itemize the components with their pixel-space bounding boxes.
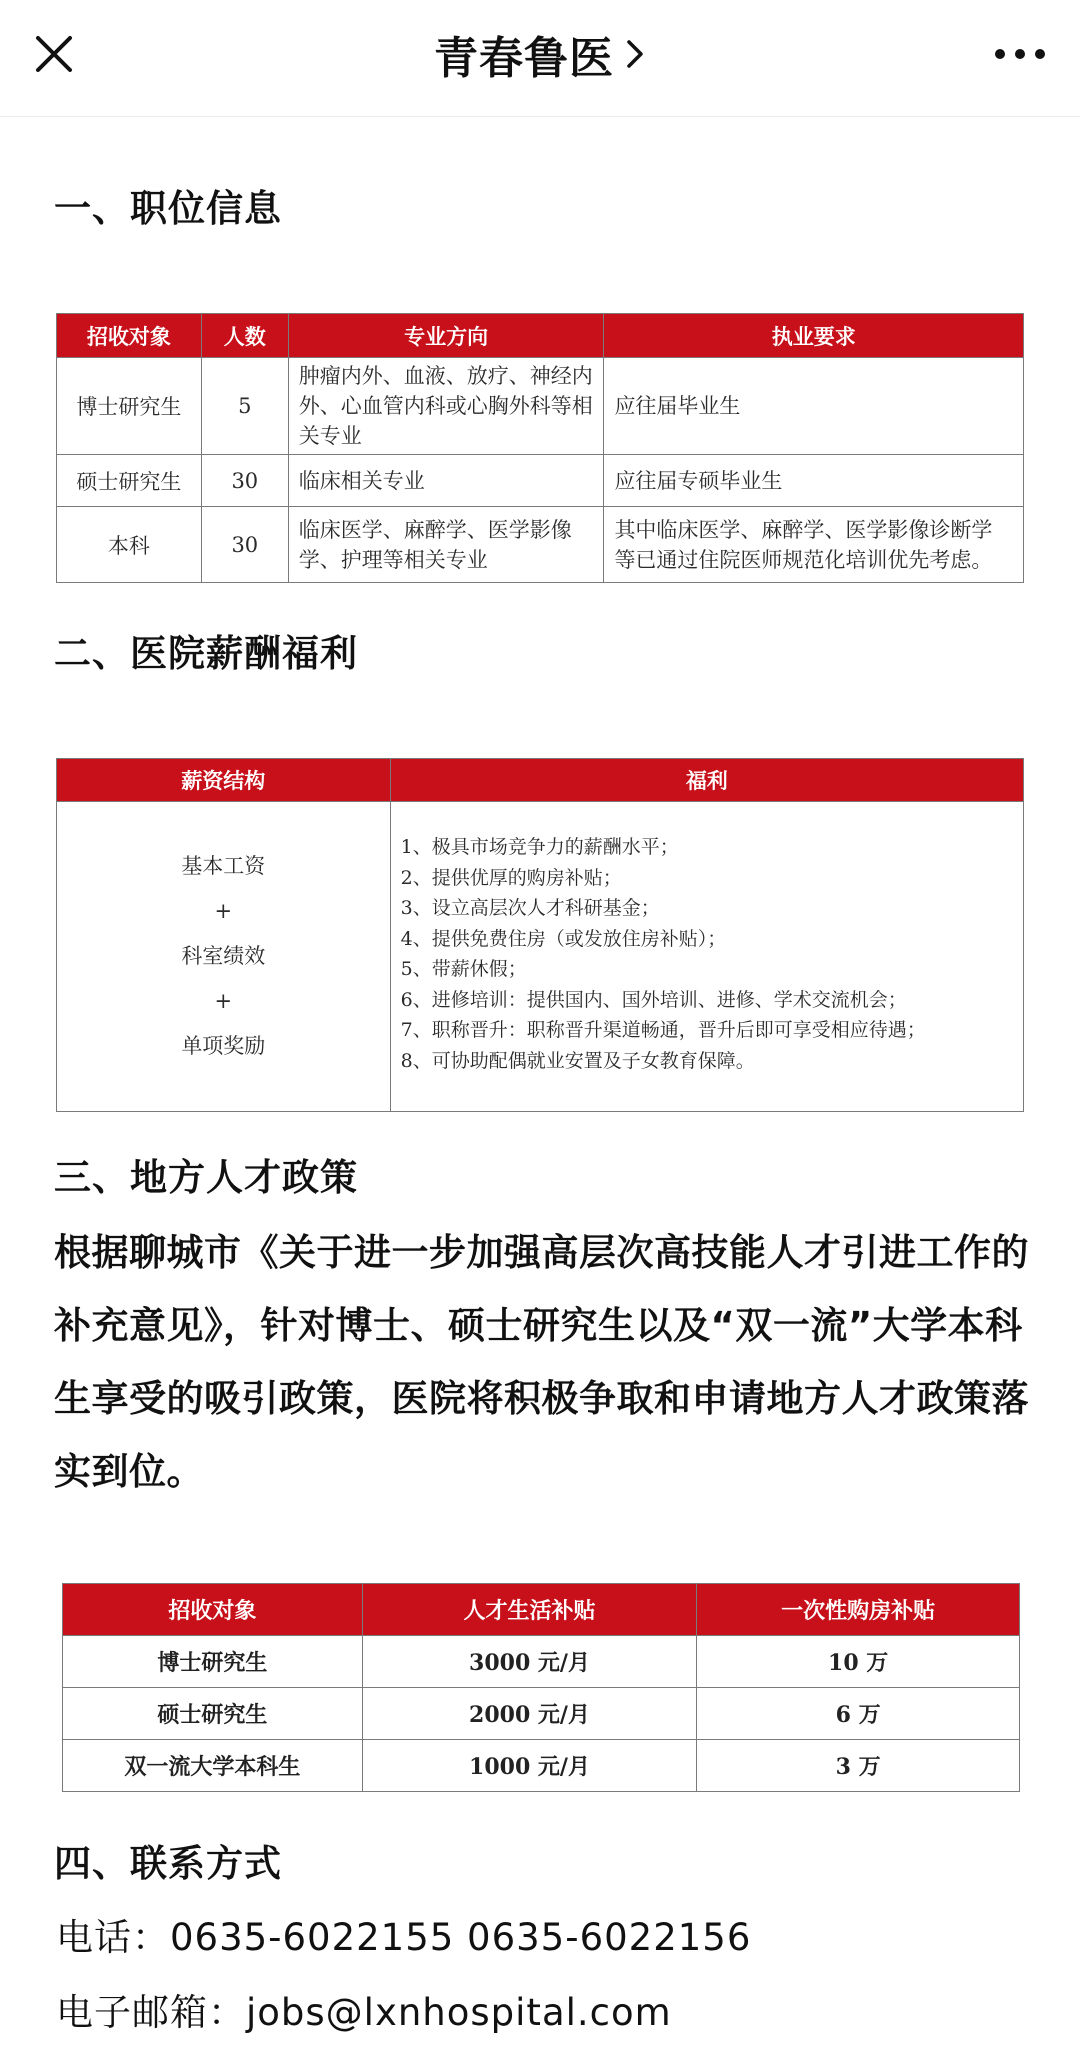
account-title-button[interactable] — [434, 22, 646, 86]
table-header-row — [57, 759, 1024, 802]
more-button[interactable] — [990, 36, 1050, 72]
table-cell: 硕士研究生 — [63, 1688, 363, 1740]
benefit-item: 3、设立高层次人才科研基金； — [400, 897, 660, 919]
top-bar — [0, 0, 1080, 117]
table-cell: 3 万 — [697, 1740, 1020, 1792]
table-header: 人才生活补贴 — [362, 1584, 697, 1636]
table-header: 人数 — [201, 314, 288, 358]
table-header: 招收对象 — [63, 1584, 363, 1636]
table-cell: 硕士研究生 — [57, 455, 202, 507]
salary-structure-item: 单项奖励 — [181, 1034, 266, 1058]
email-line: 电子邮箱：jobs@lxnhospital.com — [56, 1991, 672, 2034]
benefit-item: 4、提供免费住房（或发放住房补贴）； — [400, 927, 727, 950]
salary-structure-item: 基本工资 — [181, 854, 266, 878]
table-cell: 临床相关专业 — [288, 455, 604, 507]
table-row — [63, 1740, 1020, 1792]
benefit-item: 8、可协助配偶就业安置及子女教育保障。 — [400, 1049, 755, 1072]
table-header: 福利 — [390, 759, 1023, 802]
table-cell: 肿瘤内外、血液、放疗、神经内外、心血管内科或心胸外科等相关专业 — [288, 358, 604, 455]
table-header-row — [57, 314, 1024, 358]
contact-heading: 四、联系方式 — [54, 1842, 282, 1885]
table-cell: 30 — [201, 455, 288, 507]
table-row — [63, 1688, 1020, 1740]
table-cell: 1000 元/月 — [362, 1740, 697, 1792]
table-cell: 博士研究生 — [57, 358, 202, 455]
positions-table — [56, 313, 1024, 583]
table-cell: 6 万 — [697, 1688, 1020, 1740]
table-cell: 其中临床医学、麻醉学、医学影像诊断学等已通过住院医师规范化培训优先考虑。 — [604, 507, 1024, 583]
table-cell: 应往届专硕毕业生 — [604, 455, 1024, 507]
account-name: 青春鲁医 — [434, 33, 614, 84]
benefit-item: 7、职称晋升：职称晋升渠道畅通，晋升后即可享受相应待遇； — [400, 1019, 926, 1041]
salary-structure-item: + — [214, 989, 233, 1013]
table-row — [63, 1636, 1020, 1688]
table-cell: 本科 — [57, 507, 202, 583]
table-cell: 2000 元/月 — [362, 1688, 697, 1740]
table-header: 执业要求 — [604, 314, 1024, 358]
table-cell: 3000 元/月 — [362, 1636, 697, 1688]
table-row — [57, 507, 1024, 583]
chevron-right-icon — [624, 37, 646, 71]
benefit-item: 1、极具市场竞争力的薪酬水平； — [400, 836, 679, 858]
table-header: 薪资结构 — [57, 759, 391, 802]
table-row — [57, 358, 1024, 455]
table-header: 招收对象 — [57, 314, 202, 358]
benefit-item: 2、提供优厚的购房补贴； — [400, 866, 622, 889]
benefit-item: 5、带薪休假； — [400, 958, 527, 980]
salary-structure-cell — [57, 802, 391, 1112]
table-row — [57, 455, 1024, 507]
table-cell: 博士研究生 — [63, 1636, 363, 1688]
title-area — [0, 22, 1080, 86]
table-header: 一次性购房补贴 — [697, 1584, 1020, 1636]
salary-structure-item: + — [214, 899, 233, 923]
policy-heading: 三、地方人才政策 — [54, 1156, 358, 1199]
table-cell: 双一流大学本科生 — [63, 1740, 363, 1792]
table-cell: 临床医学、麻醉学、医学影像学、护理等相关专业 — [288, 507, 604, 583]
table-header-row — [63, 1584, 1020, 1636]
table-cell: 应往届毕业生 — [604, 358, 1024, 455]
talent-subsidy-table — [62, 1583, 1020, 1792]
table-cell: 5 — [201, 358, 288, 455]
salary-table — [56, 758, 1024, 1112]
salary-structure-item: 科室绩效 — [181, 944, 266, 968]
table-cell: 10 万 — [697, 1636, 1020, 1688]
salary-heading: 二、医院薪酬福利 — [54, 632, 358, 675]
more-dots-icon — [990, 36, 1050, 72]
benefit-item: 6、进修培训：提供国内、国外培训、进修、学术交流机会； — [400, 988, 907, 1011]
table-cell: 30 — [201, 507, 288, 583]
table-header: 专业方向 — [288, 314, 604, 358]
table-row — [57, 802, 1024, 1112]
phone-line: 电话：0635-6022155 0635-6022156 — [56, 1916, 752, 1959]
positions-heading: 一、职位信息 — [54, 187, 282, 230]
policy-paragraph: 根据聊城市《关于进一步加强高层次高技能人才引进工作的补充意见》，针对博士、硕士研究生以及“双一流”大学本科生享受的吸引政策，医院将积极争取和申请地方人才政策落实到位。 — [54, 1231, 1029, 1493]
benefits-cell — [390, 802, 1023, 1112]
